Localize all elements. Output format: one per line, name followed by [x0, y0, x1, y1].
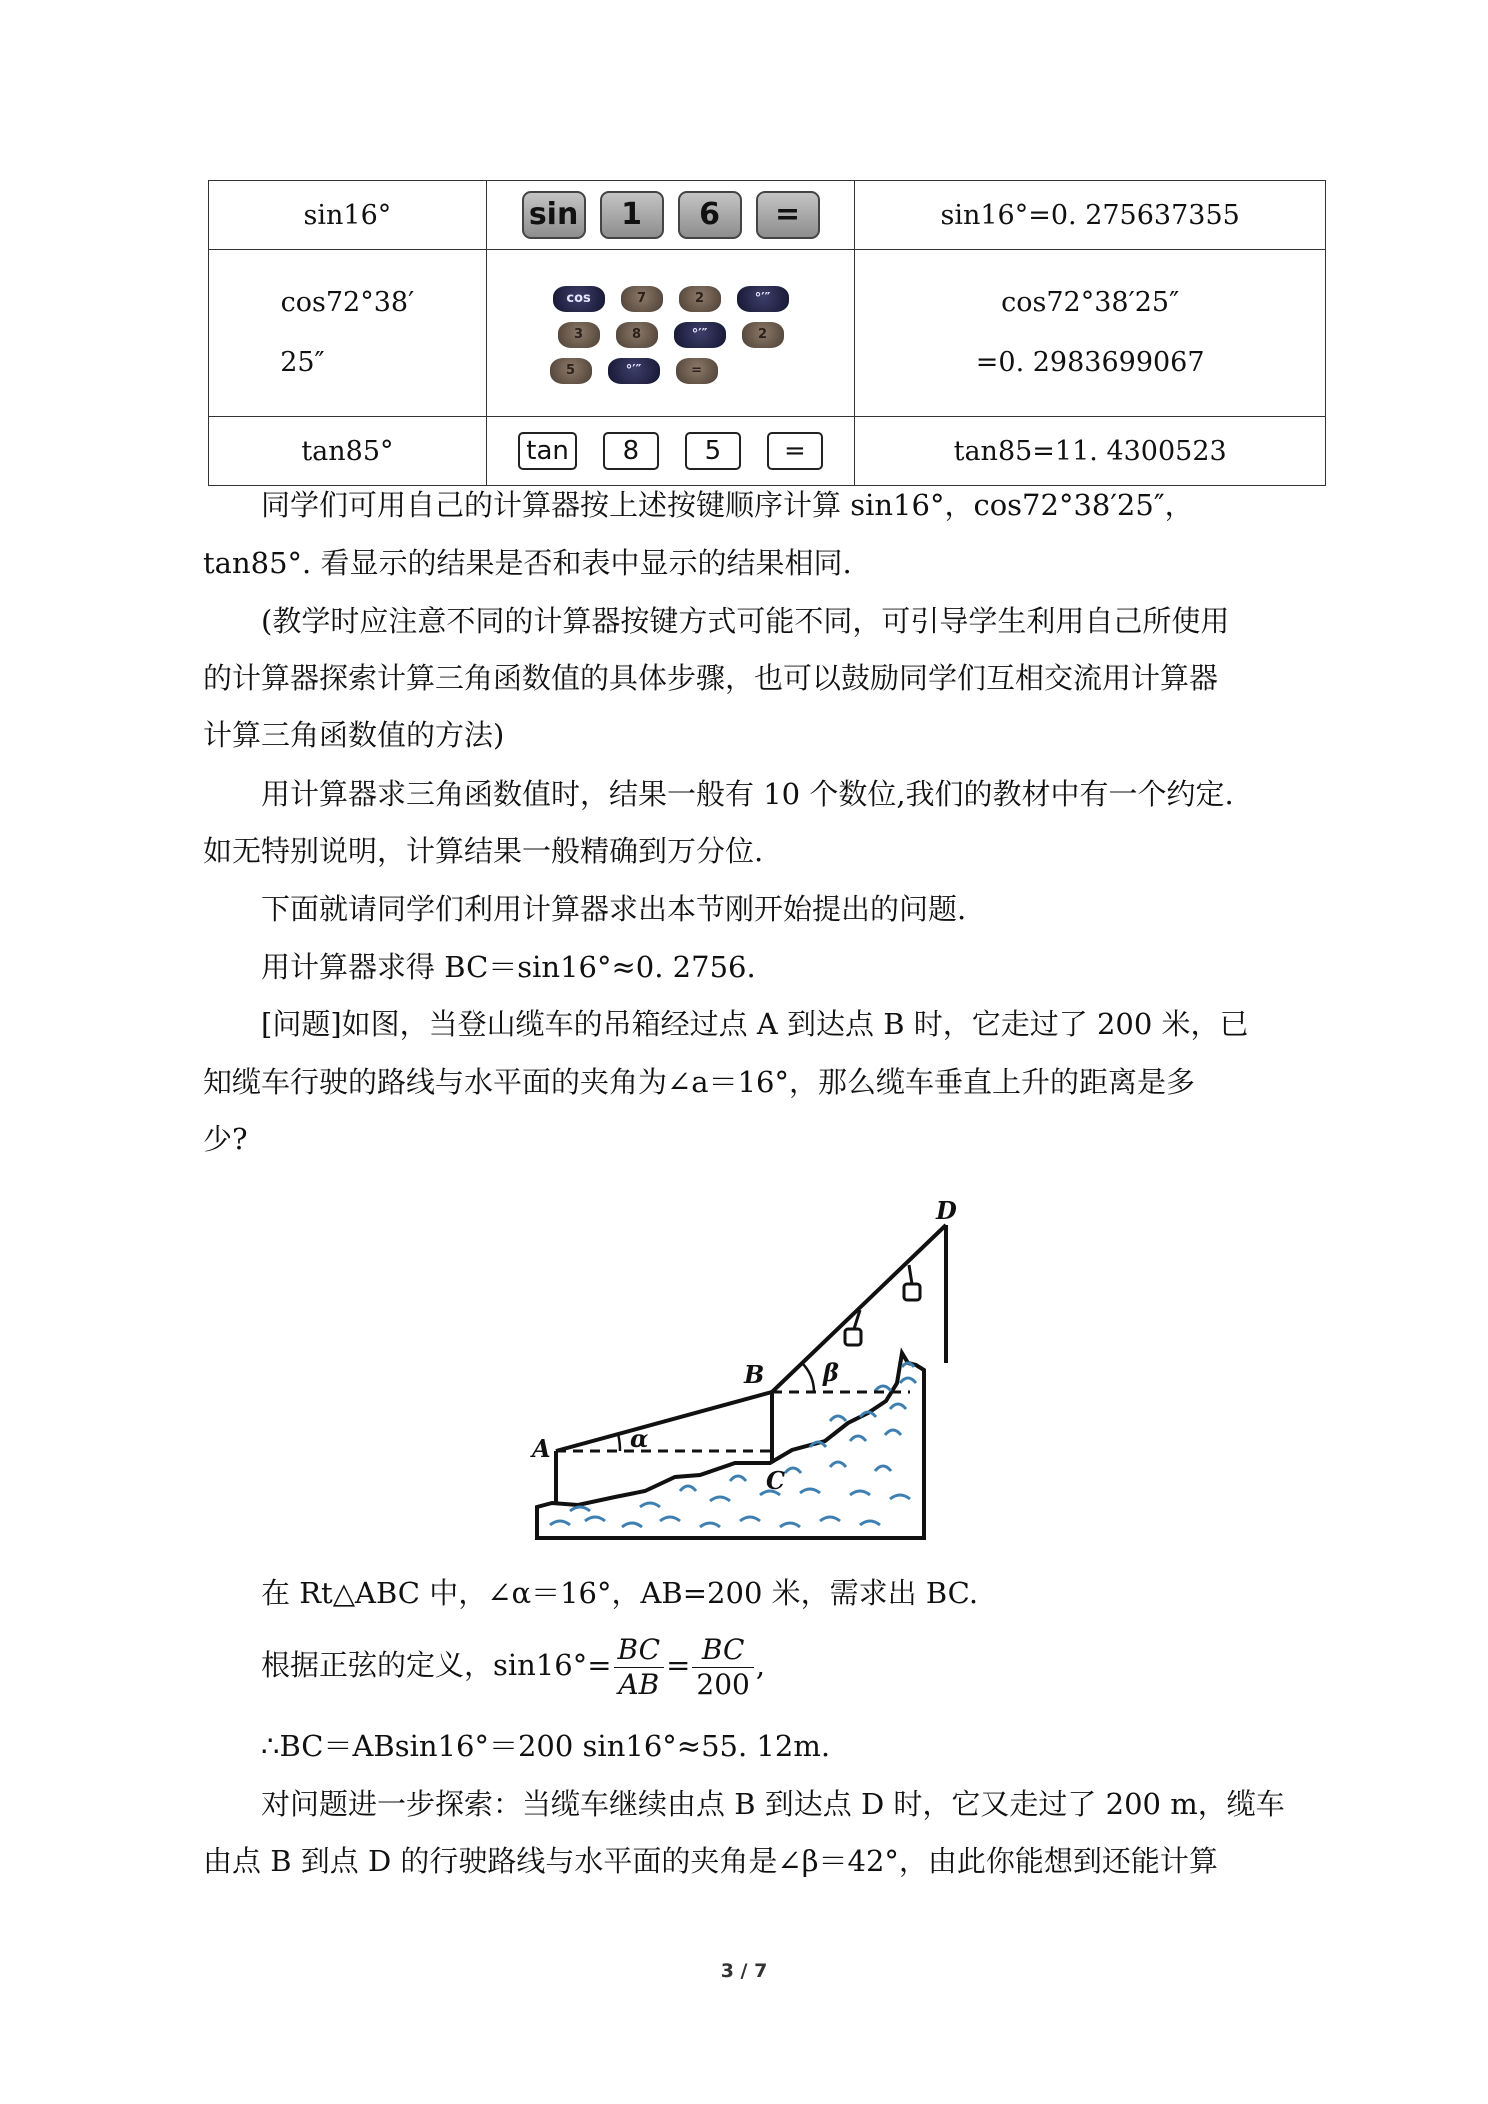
page-number: 3 / 7 [720, 1960, 768, 1982]
sine-definition-text: 根据正弦的定义，sin16°= [261, 1648, 612, 1682]
digit-5-key: 5 [685, 432, 741, 470]
table-cell-keys [486, 181, 854, 250]
label-alpha: α [630, 1424, 649, 1453]
table-cell-keys [486, 250, 854, 417]
cable-car-cabin [845, 1265, 920, 1345]
table-cell-expression [209, 250, 487, 417]
fraction-denominator: AB [618, 1667, 660, 1701]
fraction-bc-200 [692, 1633, 753, 1702]
degree-minute-second-key: °′″ [608, 358, 660, 384]
paragraph-line: 计算三角函数值的方法) [203, 718, 505, 752]
cos-key: cos [553, 286, 605, 312]
table-cell-expression: sin16° [209, 181, 487, 250]
paragraph-line: 下面就请同学们利用计算器求出本节刚开始提出的问题. [261, 892, 967, 926]
paragraph-line: 同学们可用自己的计算器按上述按键顺序计算 sin16°，cos72°38′25″， [261, 488, 1194, 522]
paragraph-line: 在 Rt△ABC 中，∠α＝16°，AB=200 米，需求出 BC. [261, 1576, 979, 1610]
table-cell-expression: tan85° [209, 417, 487, 486]
table-row [209, 250, 1326, 417]
paragraph-line: (教学时应注意不同的计算器按键方式可能不同，可引导学生利用自己所使用 [261, 604, 1230, 638]
digit-6-key: 6 [678, 191, 742, 239]
paragraph-line: ∴BC＝ABsin16°＝200 sin16°≈55. 12m. [261, 1729, 831, 1763]
cable-line-ab [556, 1392, 772, 1451]
cable-car-figure [530, 1195, 980, 1565]
beta-arc [802, 1363, 814, 1392]
equals-key: = [676, 358, 718, 384]
degree-minute-second-key: °′″ [674, 322, 726, 348]
digit-7-key: 7 [621, 286, 663, 312]
equals-sign: = [666, 1648, 691, 1682]
paragraph-line: 由点 B 到点 D 的行驶路线与水平面的夹角是∠β＝42°，由此你能想到还能计算 [203, 1844, 1218, 1878]
table-cell-result: tan85=11. 4300523 [855, 417, 1326, 486]
paragraph-line: tan85°. 看显示的结果是否和表中显示的结果相同. [203, 546, 852, 580]
paragraph-line: 的计算器探索计算三角函数值的具体步骤，也可以鼓励同学们互相交流用计算器 [203, 661, 1219, 695]
digit-1-key: 1 [600, 191, 664, 239]
alpha-arc [618, 1434, 620, 1451]
equals-key: = [756, 191, 820, 239]
fraction-numerator: BC [614, 1633, 665, 1668]
label-c: C [766, 1466, 786, 1495]
fraction-bc-ab [614, 1633, 665, 1702]
label-a: A [532, 1434, 551, 1463]
paragraph-line: 如无特别说明，计算结果一般精确到万分位. [203, 834, 764, 868]
digit-8-key: 8 [616, 322, 658, 348]
paragraph-line: 少? [203, 1122, 248, 1156]
result-line: cos72°38′25″ [1001, 287, 1180, 318]
tan-key: tan [518, 432, 577, 470]
digit-3-key: 3 [558, 322, 600, 348]
fraction-denominator: 200 [696, 1667, 750, 1701]
paragraph-line: 用计算器求三角函数值时，结果一般有 10 个数位,我们的教材中有一个约定. [261, 777, 1234, 811]
calculator-table [208, 180, 1326, 486]
sine-definition-line [261, 1630, 1381, 1700]
paragraph-line: [问题]如图，当登山缆车的吊箱经过点 A 到达点 B 时，它走过了 200 米，已 [261, 1007, 1249, 1041]
table-row [209, 181, 1326, 250]
expression-line: cos72°38′ [280, 287, 415, 318]
mountain-shape [537, 1353, 924, 1538]
label-d: D [936, 1196, 957, 1225]
sin-key: sin [522, 191, 586, 239]
label-beta: β [823, 1358, 839, 1387]
result-line: =0. 2983699067 [975, 347, 1205, 378]
digit-8-key: 8 [603, 432, 659, 470]
table-row [209, 417, 1326, 486]
comma: , [755, 1648, 766, 1682]
paragraph-line: 知缆车行驶的路线与水平面的夹角为∠a＝16°，那么缆车垂直上升的距离是多 [203, 1065, 1195, 1099]
fraction-numerator: BC [692, 1633, 753, 1668]
table-cell-result [855, 250, 1326, 417]
digit-2-key: 2 [742, 322, 784, 348]
digit-2-key: 2 [679, 286, 721, 312]
equals-key: = [767, 432, 823, 470]
label-b: B [744, 1360, 765, 1389]
paragraph-line: 用计算器求得 BC＝sin16°≈0. 2756. [261, 950, 756, 984]
degree-minute-second-key: °′″ [737, 286, 789, 312]
paragraph-line: 对问题进一步探索：当缆车继续由点 B 到达点 D 时，它又走过了 200 m，缆车 [261, 1787, 1285, 1821]
table-cell-result: sin16°=0. 275637355 [855, 181, 1326, 250]
table-cell-keys [486, 417, 854, 486]
expression-line: 25″ [280, 347, 325, 378]
digit-5-key: 5 [550, 358, 592, 384]
